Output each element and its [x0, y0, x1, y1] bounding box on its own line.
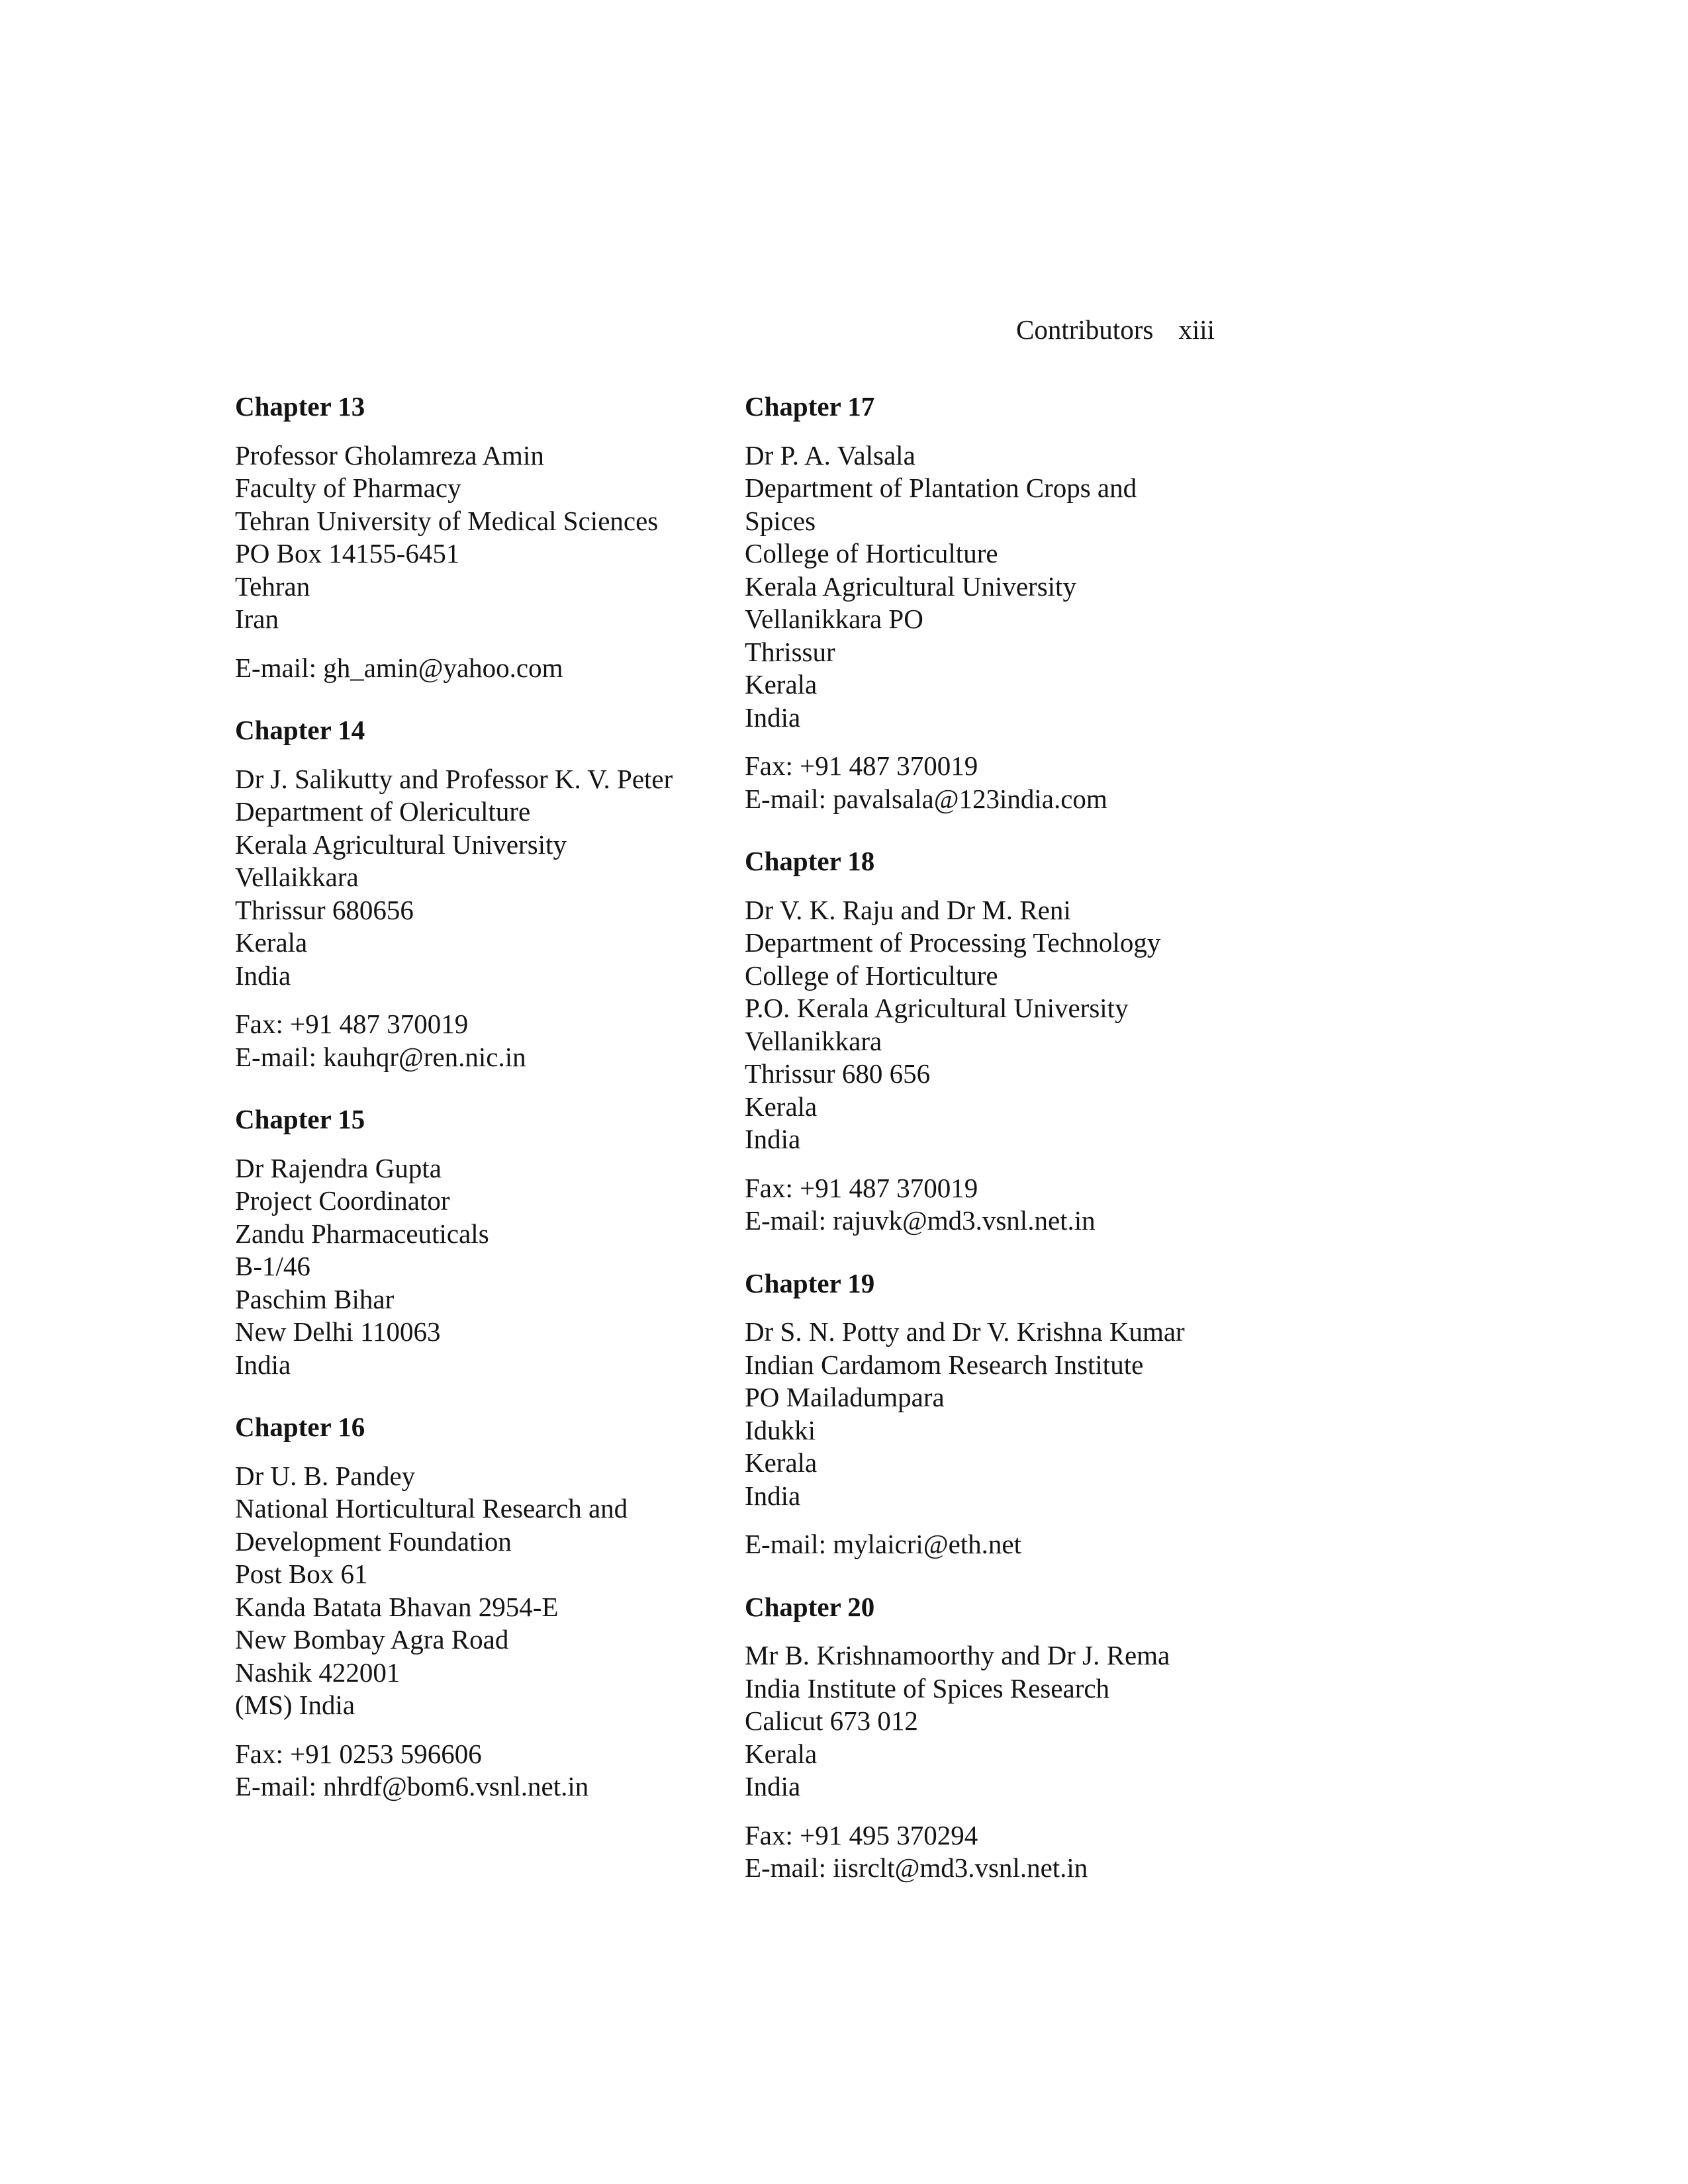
address-line: Kanda Batata Bhavan 2954-E [235, 1591, 559, 1622]
address-line: Dr S. N. Potty and Dr V. Krishna Kumar [745, 1316, 1185, 1347]
chapter-heading: Chapter 15 [235, 1104, 365, 1134]
chapter-entry [745, 390, 1248, 815]
chapter-entry [235, 390, 725, 684]
running-head-section: Contributors [1016, 314, 1154, 345]
address-line: Department of Processing Technology [745, 927, 1161, 958]
address-line: Tehran [235, 570, 310, 602]
address-line: New Bombay Agra Road [235, 1624, 509, 1655]
contributor-address [745, 439, 1248, 735]
right-column [745, 390, 1248, 1915]
address-line: Iran [235, 604, 279, 634]
address-line: Project Coordinator [235, 1185, 450, 1216]
contact-line: Fax: +91 0253 596606 [235, 1738, 482, 1769]
address-line: P.O. Kerala Agricultural University [745, 993, 1129, 1023]
address-line: Indian Cardamom Research Institute [745, 1349, 1144, 1380]
contact-details [235, 1738, 725, 1803]
chapter-entry [235, 714, 725, 1073]
address-line: New Delhi 110063 [235, 1316, 441, 1347]
contact-line: Fax: +91 487 370019 [235, 1009, 469, 1039]
address-line: PO Box 14155-6451 [235, 538, 460, 569]
address-line: India [745, 1480, 801, 1511]
running-head [1016, 316, 1215, 343]
address-line: College of Horticulture [745, 960, 998, 991]
contact-details [745, 1819, 1248, 1885]
address-line: India [745, 702, 801, 733]
address-line: India [745, 1771, 801, 1801]
address-line: Calicut 673 012 [745, 1706, 918, 1736]
address-line: Dr U. B. Pandey [235, 1460, 416, 1491]
address-line: Kerala [745, 1738, 818, 1769]
address-line: Thrissur [745, 636, 835, 667]
contact-line: E-mail: rajuvk@md3.vsnl.net.in [745, 1205, 1096, 1236]
contact-details [745, 750, 1248, 815]
chapter-heading: Chapter 13 [235, 391, 365, 422]
contact-line: Fax: +91 487 370019 [745, 751, 978, 781]
address-line: Dr J. Salikutty and Professor K. V. Peter [235, 763, 673, 794]
address-line: Vellanikkara PO [745, 604, 923, 634]
contributor-address [745, 1316, 1248, 1512]
chapter-entry [235, 1411, 725, 1803]
address-line: (MS) India [235, 1690, 355, 1720]
address-line: Department of Olericulture [235, 796, 531, 827]
address-line: Development Foundation [235, 1525, 512, 1557]
address-line: Thrissur 680656 [235, 894, 414, 925]
contributor-address [235, 439, 725, 636]
contact-details [235, 652, 725, 685]
address-line: Faculty of Pharmacy [235, 473, 461, 503]
address-line: India Institute of Spices Research [745, 1672, 1110, 1704]
address-line: India [235, 1349, 291, 1380]
address-line: PO Mailadumpara [745, 1382, 945, 1412]
address-line: Professor Gholamreza Amin [235, 439, 544, 471]
address-line: Nashik 422001 [235, 1657, 400, 1688]
chapter-entry [745, 845, 1248, 1238]
page-number: xiii [1178, 314, 1215, 345]
chapter-entry [745, 1267, 1248, 1561]
address-line: Dr V. K. Raju and Dr M. Reni [745, 894, 1071, 925]
address-line: Kerala [745, 1447, 818, 1478]
address-line: India [745, 1124, 801, 1154]
address-line: Zandu Pharmaceuticals [235, 1218, 489, 1249]
contact-details [745, 1172, 1248, 1238]
address-line: Post Box 61 [235, 1559, 368, 1589]
contributor-address [235, 1460, 725, 1722]
address-line: Idukki [745, 1414, 816, 1445]
address-line: Mr B. Krishnamoorthy and Dr J. Rema [745, 1640, 1170, 1670]
contributor-address [745, 1639, 1248, 1803]
contact-line: E-mail: mylaicri@eth.net [745, 1529, 1022, 1559]
address-line: Thrissur 680 656 [745, 1058, 931, 1089]
address-line: B-1/46 [235, 1251, 310, 1281]
chapter-heading: Chapter 17 [745, 391, 875, 422]
contact-line: E-mail: gh_amin@yahoo.com [235, 652, 563, 683]
contributor-address [235, 763, 725, 993]
address-line: Spices [745, 505, 816, 536]
chapter-heading: Chapter 16 [235, 1412, 365, 1442]
contributor-address [745, 894, 1248, 1156]
contact-line: E-mail: kauhqr@ren.nic.in [235, 1041, 526, 1072]
left-column [235, 390, 725, 1833]
contact-line: E-mail: iisrclt@md3.vsnl.net.in [745, 1852, 1088, 1883]
address-line: Tehran University of Medical Sciences [235, 505, 659, 536]
contact-line: Fax: +91 487 370019 [745, 1172, 978, 1203]
chapter-heading: Chapter 19 [745, 1267, 875, 1298]
address-line: Kerala [235, 927, 308, 958]
chapter-heading: Chapter 14 [235, 715, 365, 745]
address-line: College of Horticulture [745, 538, 998, 569]
address-line: Kerala Agricultural University [745, 570, 1076, 602]
chapter-entry [745, 1591, 1248, 1885]
address-line: National Horticultural Research and [235, 1493, 628, 1524]
address-line: Kerala [745, 1091, 818, 1122]
address-line: Vellaikkara [235, 862, 359, 892]
address-line: Dr P. A. Valsala [745, 439, 915, 471]
contact-line: Fax: +91 495 370294 [745, 1819, 978, 1850]
contact-line: E-mail: nhrdf@bom6.vsnl.net.in [235, 1771, 589, 1801]
contact-details [235, 1008, 725, 1073]
contact-line: E-mail: pavalsala@123india.com [745, 783, 1107, 814]
address-line: Dr Rajendra Gupta [235, 1152, 442, 1183]
address-line: Kerala Agricultural University [235, 829, 567, 860]
contact-details [745, 1528, 1248, 1561]
contributor-address [235, 1152, 725, 1382]
chapter-entry [235, 1103, 725, 1381]
address-line: India [235, 960, 291, 991]
address-line: Paschim Bihar [235, 1283, 395, 1314]
chapter-heading: Chapter 20 [745, 1591, 875, 1622]
address-line: Kerala [745, 669, 818, 700]
address-line: Department of Plantation Crops and [745, 473, 1137, 503]
chapter-heading: Chapter 18 [745, 846, 875, 876]
address-line: Vellanikkara [745, 1025, 882, 1056]
